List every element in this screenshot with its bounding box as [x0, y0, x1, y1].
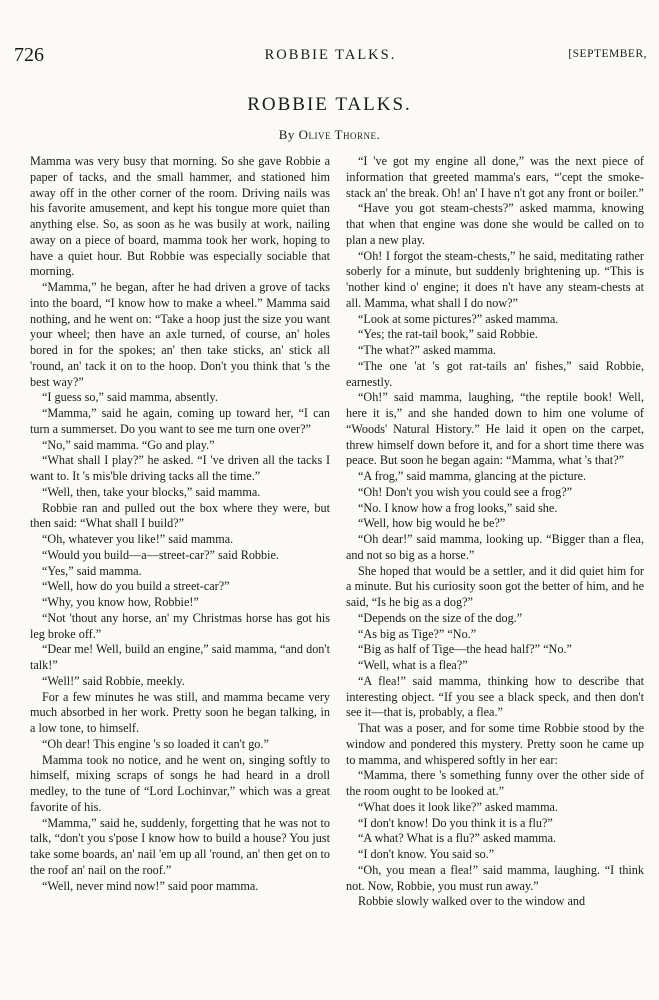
paragraph: “Have you got steam-chests?” asked mamma, knowing that when that engine was done she would be called on to plan a new play. — [346, 201, 644, 247]
left-column — [30, 154, 330, 894]
paragraph: “A what? What is a flu?” asked mamma. — [358, 831, 557, 846]
paragraph: “I 've got my engine all done,” was the next piece of information that greeted mamma's ears, “'cept the smoke-stack an' the break. Oh! an' I have n't got any front or boiler.” — [346, 154, 644, 200]
byline-author: Olive Thorne. — [298, 127, 381, 142]
paragraph: “Oh!” said mamma, laughing, “the reptile book! Well, here it is,” and she handed down to him one volume of “Woods' Natural History.” He laid it open on the carpet, threw himself down before it, and for a short time there was peace. But soon he began again: “Mamma, what 's that?” — [346, 390, 644, 468]
paragraph: “Oh, you mean a flea!” said mamma, laughing. “I think not. Now, Robbie, you must run away.” — [346, 862, 644, 893]
page-number: 726 — [14, 44, 44, 66]
paragraph: “Dear me! Well, build an engine,” said mamma, “and don't talk!” — [30, 642, 330, 672]
paragraph: Robbie ran and pulled out the box where they were, but then said: “What shall I build?” — [30, 500, 330, 531]
paragraph: “I don't know! Do you think it is a flu?” — [358, 815, 553, 830]
paragraph: “Oh dear!” said mamma, looking up. “Bigger than a flea, and not so big as a horse.” — [346, 532, 644, 562]
paragraph: She hoped that would be a settler, and it did quiet him for a minute. But his curiosity soon got the better of him, and he said, “Is he big as a dog?” — [346, 563, 644, 609]
article-title: ROBBIE TALKS. — [247, 94, 412, 115]
paragraph: “Why, you know how, Robbie!” — [42, 595, 199, 609]
running-month: [SEPTEMBER, — [568, 48, 647, 60]
paragraph: “Oh! Don't you wish you could see a frog?” — [358, 484, 573, 499]
paragraph: “The one 'at 's got rat-tails an' fishes,” said Robbie, earnestly. — [346, 358, 644, 389]
paragraph: Mamma was very busy that morning. So she gave Robbie a paper of tacks, and the small hammer, and stationed him away off in the other corner of the room. Driving nails was his favorite amusement, and kept his tongue more quiet than anything else. So, as soon as he was busily at work, nailing away on a piece of board, mamma took her work, hoping to have a quiet hour. But Robbie was especially sociable that morning. — [30, 154, 330, 279]
article-byline — [0, 127, 659, 143]
paragraph: “Well, never mind now!” said poor mamma. — [42, 878, 259, 893]
paragraph: “A flea!” said mamma, thinking how to describe that interesting object. “If you see a black speck, and then don't see it—that is, probably, a flea.” — [346, 673, 644, 720]
paragraph: “Big as half of Tige—the head half?” “No.” — [358, 642, 572, 657]
paragraph: “Oh, whatever you like!” said mamma. — [42, 532, 234, 546]
paragraph: “Oh dear! This engine 's so loaded it can't go.” — [42, 736, 269, 751]
paragraph: “What does it look like?” asked mamma. — [358, 799, 559, 814]
paragraph: “Well, what is a flea?” — [358, 658, 468, 672]
paragraph: “What shall I play?” he asked. “I 've driven all the tacks I want to. It 's mis'ble driving tacks all the time.” — [30, 453, 330, 483]
paragraph: “Yes,” said mamma. — [42, 563, 142, 578]
paragraph: That was a poser, and for some time Robbie stood by the window and pondered this mystery. Pretty soon he came up to mamma, and whispered softly in her ear: — [346, 721, 644, 767]
paragraph: Robbie slowly walked over to the window and — [358, 894, 586, 909]
paragraph: “No. I know how a frog looks,” said she. — [358, 500, 558, 515]
paragraph: “Well, how big would he be?” — [358, 516, 506, 531]
paragraph: “Look at some pictures?” asked mamma. — [358, 311, 559, 326]
paragraph: Mamma took no notice, and he went on, singing softly to himself, mixing scraps of songs he had heard in a droll medley, to the tune of “Lord Lochinvar,” which was a great favorite of his. — [30, 752, 330, 814]
paragraph: For a few minutes he was still, and mamma became very much absorbed in her work. Pretty soon he began talking, in a low tone, to himself. — [30, 689, 330, 735]
running-header — [14, 44, 647, 66]
paragraph: “Would you build—a—street-car?” said Robbie. — [42, 547, 279, 562]
paragraph: “Yes; the rat-tail book,” said Robbie. — [358, 327, 538, 342]
paragraph: “The what?” asked mamma. — [358, 343, 497, 357]
paragraph: “I don't know. You said so.” — [358, 847, 495, 861]
paragraph: “Mamma, there 's something funny over the other side of the room ought to be looked at.” — [346, 768, 644, 798]
paragraph: “Well, how do you build a street-car?” — [42, 579, 230, 594]
paragraph: “Oh! I forgot the steam-chests,” he said, meditating rather soberly for a minute, but suddenly brightening up. “This is 'nother kind o' engine; it does n't have any steam-chests at all. Mamma, what shall I do now?” — [346, 248, 644, 310]
byline-prefix: By — [278, 127, 295, 142]
paragraph: “As big as Tige?” “No.” — [358, 626, 477, 641]
paragraph: “Mamma,” said he again, coming up toward her, “I can turn a summerset. Do you want to see me turn one over?” — [30, 406, 330, 436]
paragraph: “A frog,” said mamma, glancing at the picture. — [358, 469, 587, 483]
paragraph: “Well, then, take your blocks,” said mamma. — [42, 484, 261, 499]
paragraph: “I guess so,” said mamma, absently. — [42, 390, 218, 405]
paragraph: “Not 'thout any horse, an' my Christmas horse has got his leg broke off.” — [30, 610, 330, 641]
right-column — [346, 154, 644, 910]
paragraph: “Depends on the size of the dog.” — [358, 610, 523, 625]
paragraph: “Mamma,” said he, suddenly, forgetting that he was not to talk, “don't you s'pose I know how to build a house? You just take some boards, an' nail 'em up all 'round, an' then get on to the roof an' nail on the roof.” — [30, 815, 330, 877]
running-title: ROBBIE TALKS. — [264, 47, 397, 63]
paragraph: “Mamma,” he began, after he had driven a grove of tacks into the board, “I know how to make a wheel.” Mamma said nothing, and he went on: “Take a hoop just the size you want your wheel; then have an axle turned, of course, an' holes bored in for the spokes; an' then take sticks, an' stick all 'round, an' tack it on to the hoop. Don't you think that 's the best way?” — [30, 280, 330, 389]
paragraph: “Well!” said Robbie, meekly. — [42, 673, 185, 688]
paragraph: “No,” said mamma. “Go and play.” — [42, 437, 215, 452]
